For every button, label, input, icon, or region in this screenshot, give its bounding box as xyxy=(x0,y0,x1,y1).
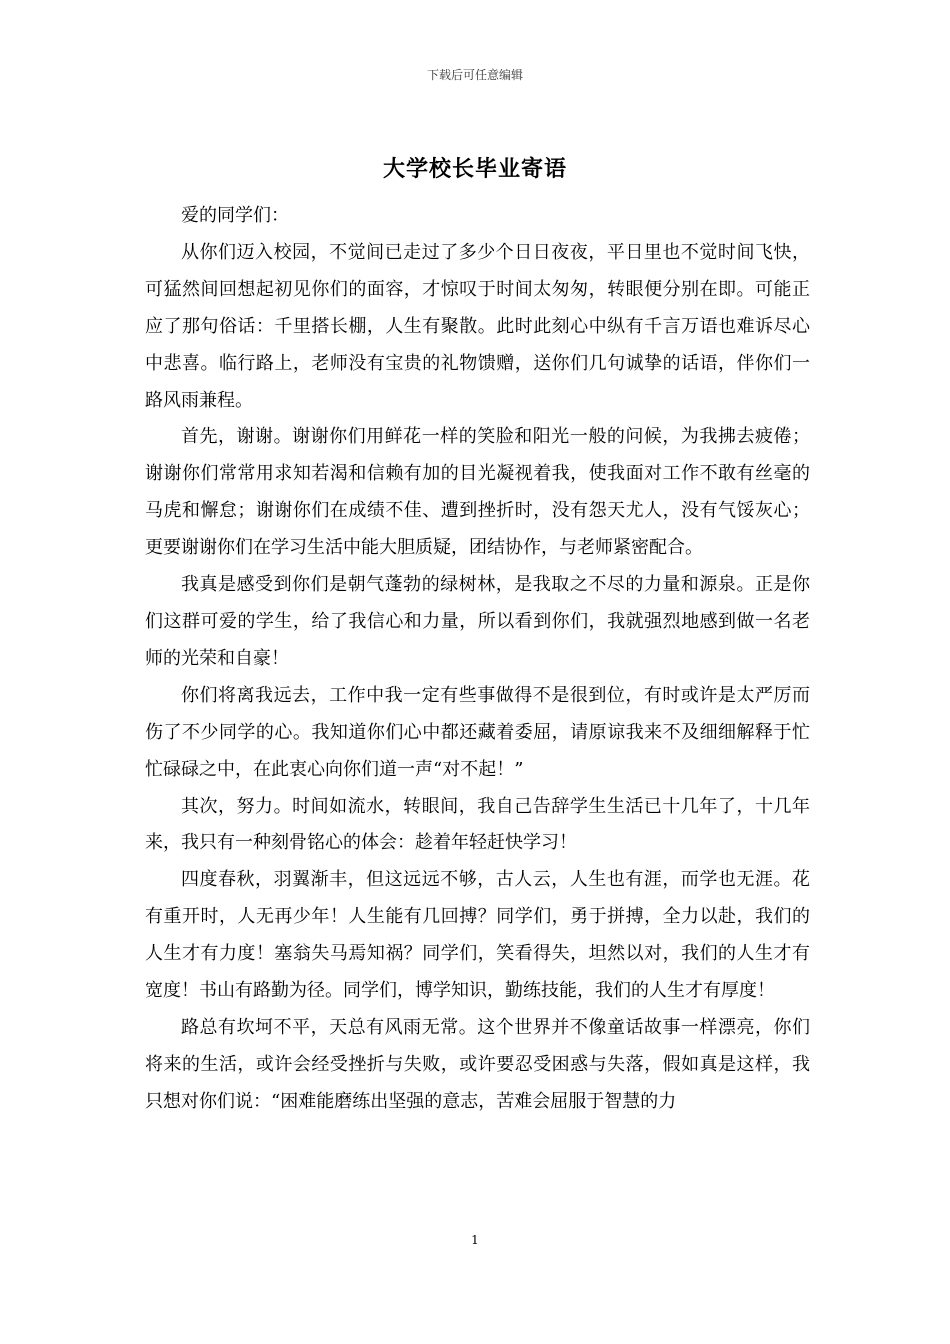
paragraph: 路总有坎坷不平，天总有风雨无常。这个世界并不像童话故事一样漂亮，你们将来的生活，或许会经受挫折与失败，或许要忍受困惑与失落，假如真是这样，我只想对你们说：“困难能磨练出坚强的意志，苦难会屈服于智慧的力 xyxy=(145,1016,810,1112)
document-body xyxy=(145,198,810,1121)
page-header: 下载后可任意编辑 xyxy=(426,68,523,82)
page-number: 1 xyxy=(471,1233,479,1247)
paragraph: 从你们迈入校园，不觉间已走过了多少个日日夜夜，平日里也不觉时间飞快，可猛然间回想起初见你们的面容，才惊叹于时间太匆匆，转眼便分别在即。可能正应了那句俗话：千里搭长棚，人生有聚散。此时此刻心中纵有千言万语也难诉尽心中悲喜。临行路上，老师没有宝贵的礼物馈赠，送你们几句诚挚的话语，伴你们一路风雨兼程。 xyxy=(145,241,810,411)
paragraph: 我真是感受到你们是朝气蓬勃的绿树林，是我取之不尽的力量和源泉。正是你们这群可爱的学生，给了我信心和力量，所以看到你们，我就强烈地感到做一名老师的光荣和自豪！ xyxy=(145,574,810,669)
document-title: 大学校长毕业寄语 xyxy=(382,156,567,182)
paragraph: 首先，谢谢。谢谢你们用鲜花一样的笑脸和阳光一般的问候，为我拂去疲倦；谢谢你们常常用求知若渴和信赖有加的目光凝视着我，使我面对工作不敢有丝毫的马虎和懈怠；谢谢你们在成绩不佳、遭到挫折时，没有怨天尤人，没有气馁灰心；更要谢谢你们在学习生活中能大胆质疑，团结协作，与老师紧密配合。 xyxy=(145,426,810,559)
paragraph: 你们将离我远去，工作中我一定有些事做得不是很到位，有时或许是太严厉而伤了不少同学的心。我知道你们心中都还藏着委屈，请原谅我来不及细细解释于忙忙碌碌之中，在此衷心向你们道一声“对不起！” xyxy=(145,684,810,780)
paragraph: 爱的同学们： xyxy=(181,205,289,226)
paragraph: 其次，努力。时间如流水，转眼间，我自己告辞学生生活已十几年了，十几年来，我只有一种刻骨铭心的体会：趁着年轻赶快学习！ xyxy=(145,795,810,854)
paragraph: 四度春秋，羽翼渐丰，但这远远不够，古人云，人生也有涯，而学也无涯。花有重开时，人无再少年！人生能有几回搏？同学们，勇于拼搏，全力以赴，我们的人生才有力度！塞翁失马焉知祸？同学们，笑看得失，坦然以对，我们的人生才有宽度！书山有路勤为径。同学们，博学知识，勤练技能，我们的人生才有厚度！ xyxy=(145,869,810,1002)
